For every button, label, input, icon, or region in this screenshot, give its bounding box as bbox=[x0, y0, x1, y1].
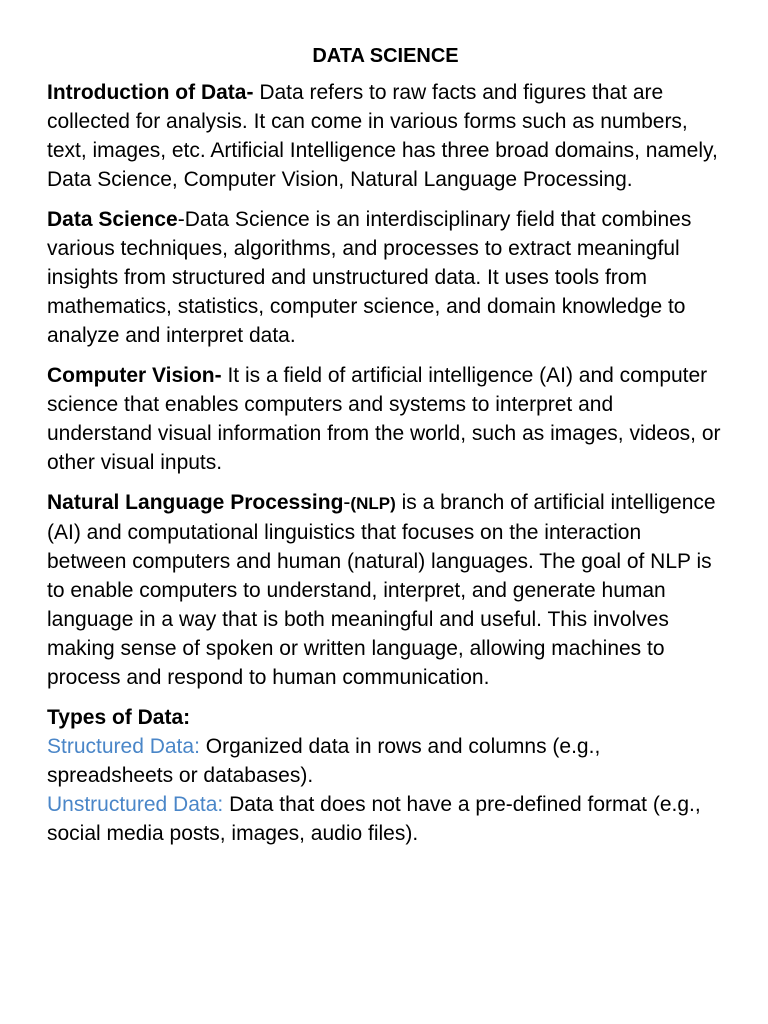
unstructured-data-description: Data that does not have a pre-defined format (e.g., social media posts, images, audio files). bbox=[47, 793, 701, 845]
types-of-data-section bbox=[47, 703, 724, 848]
data-science-body: -Data Science is an interdisciplinary field that combines various techniques, algorithms, and processes to extract meaningful insights from structured and unstructured data. It uses tools from mathematics, statistics, computer science, and domain knowledge to analyze and interpret data. bbox=[47, 208, 692, 347]
unstructured-data-term: Unstructured Data: bbox=[47, 793, 224, 816]
nlp-paragraph bbox=[47, 488, 724, 692]
data-science-heading: Data Science bbox=[47, 208, 178, 231]
document-title: DATA SCIENCE bbox=[312, 45, 459, 67]
nlp-body: is a branch of artificial intelligence (AI) and computational linguistics that focuses on the interaction between computers and human (natural) languages. The goal of NLP is to enable computers to understand, interpret, and generate human language in a way that is both meaningful and useful. This involves making sense of spoken or written language, allowing machines to process and respond to human communication. bbox=[47, 491, 716, 689]
types-of-data-heading: Types of Data: bbox=[47, 706, 191, 729]
computer-vision-body: It is a field of artificial intelligence (AI) and computer science that enables computers and systems to interpret and understand visual information from the world, such as images, videos, or other visual inputs. bbox=[47, 364, 721, 474]
nlp-separator: - bbox=[343, 491, 351, 514]
intro-paragraph bbox=[47, 78, 724, 194]
structured-data-item bbox=[47, 732, 724, 790]
unstructured-data-item bbox=[47, 790, 724, 848]
structured-data-term: Structured Data: bbox=[47, 735, 200, 758]
structured-data-description: Organized data in rows and columns (e.g., spreadsheets or databases). bbox=[47, 735, 601, 787]
computer-vision-heading: Computer Vision- bbox=[47, 364, 222, 387]
nlp-abbreviation: (NLP) bbox=[350, 494, 396, 513]
nlp-heading: Natural Language Processing bbox=[47, 491, 344, 514]
intro-body: Data refers to raw facts and figures that are collected for analysis. It can come in various forms such as numbers, text, images, etc. Artificial Intelligence has three broad domains, namely, Data Science, Computer Vision, Natural Language Processing. bbox=[47, 81, 718, 191]
data-science-paragraph bbox=[47, 205, 724, 350]
computer-vision-paragraph bbox=[47, 361, 724, 477]
intro-heading: Introduction of Data- bbox=[47, 81, 254, 104]
